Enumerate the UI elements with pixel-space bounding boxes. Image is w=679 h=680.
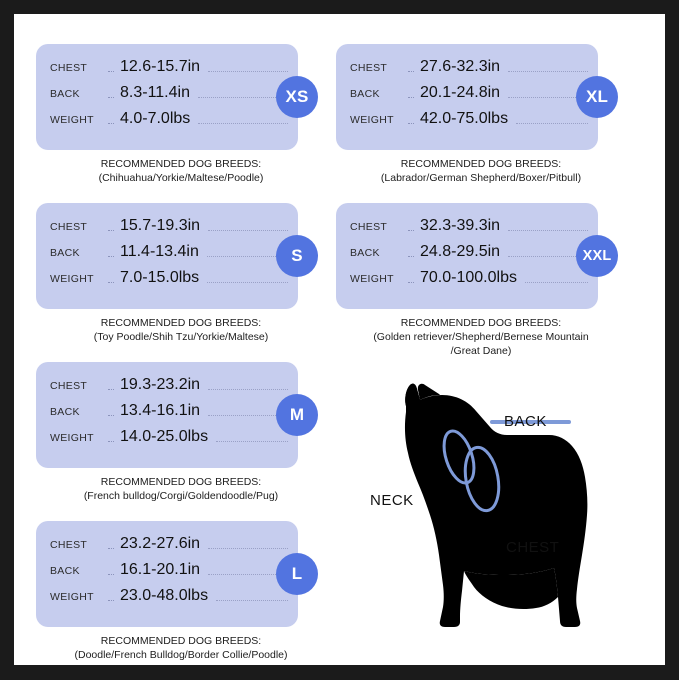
table-row: [50, 535, 288, 561]
row-label: CHEST: [50, 221, 88, 233]
dot-leader: [408, 122, 414, 124]
dot-leader-tail: [508, 70, 588, 72]
table-row: [350, 269, 588, 295]
recommended-breeds: [36, 634, 326, 662]
size-badge: S: [276, 235, 318, 277]
row-value: 4.0-7.0lbs: [120, 110, 191, 127]
dot-leader: [408, 96, 414, 98]
breeds-line-1: (Labrador/German Shepherd/Boxer/Pitbull): [380, 172, 582, 184]
size-block-l: [36, 521, 336, 662]
dot-leader-tail: [208, 229, 288, 231]
dot-leader: [408, 70, 414, 72]
dot-leader: [108, 122, 114, 124]
size-card: [336, 44, 609, 150]
dot-leader: [408, 281, 414, 283]
size-card: [36, 362, 305, 468]
measurement-rows: [50, 376, 288, 454]
breeds-line-1: (Doodle/French Bulldog/Border Collie/Poodle): [74, 649, 288, 661]
dot-leader: [108, 281, 114, 283]
dot-leader: [108, 229, 114, 231]
breeds-title: RECOMMENDED DOG BREEDS:: [400, 158, 562, 170]
dot-leader: [108, 388, 114, 390]
measurement-rows: [350, 58, 588, 136]
row-label: CHEST: [350, 221, 388, 233]
breeds-line-1: (Golden retriever/Shepherd/Bernese Mountain: [373, 331, 589, 343]
breeds-title: RECOMMENDED DOG BREEDS:: [100, 476, 262, 488]
row-value: 19.3-23.2in: [120, 376, 201, 393]
size-block-m: [36, 362, 336, 503]
dot-leader: [108, 440, 114, 442]
dot-leader-tail: [208, 70, 288, 72]
recommended-breeds: [36, 475, 326, 503]
dot-leader-tail: [216, 440, 288, 442]
column-left: [36, 44, 336, 680]
table-row: [50, 110, 288, 136]
row-value: 16.1-20.1in: [120, 561, 201, 578]
table-row: [50, 269, 288, 295]
breeds-line-1: (Toy Poodle/Shih Tzu/Yorkie/Maltese): [93, 331, 269, 343]
row-label: BACK: [350, 88, 380, 100]
row-label: CHEST: [350, 62, 388, 74]
row-label: WEIGHT: [50, 273, 94, 285]
row-value: 23.2-27.6in: [120, 535, 201, 552]
row-label: CHEST: [50, 62, 88, 74]
table-row: [50, 217, 288, 243]
table-row: [50, 561, 288, 587]
chest-label: CHEST: [506, 539, 560, 556]
size-badge: M: [276, 394, 318, 436]
row-value: 12.6-15.7in: [120, 58, 201, 75]
breeds-title: RECOMMENDED DOG BREEDS:: [100, 317, 262, 329]
row-value: 8.3-11.4in: [120, 84, 190, 101]
dot-leader: [408, 229, 414, 231]
size-chart-page: [14, 14, 665, 665]
dot-leader-tail: [207, 281, 288, 283]
recommended-breeds: [336, 157, 626, 185]
row-value: 14.0-25.0lbs: [120, 428, 209, 445]
dot-leader: [108, 599, 114, 601]
row-value: 27.6-32.3in: [420, 58, 501, 75]
dot-leader: [108, 70, 114, 72]
size-badge: XXL: [576, 235, 618, 277]
dot-leader-tail: [525, 281, 588, 283]
table-row: [50, 243, 288, 269]
recommended-breeds: [36, 316, 326, 344]
breeds-title: RECOMMENDED DOG BREEDS:: [100, 635, 262, 647]
measurement-rows: [50, 535, 288, 613]
row-value: 24.8-29.5in: [420, 243, 501, 260]
row-label: WEIGHT: [50, 591, 94, 603]
recommended-breeds: [36, 157, 326, 185]
size-block-xs: [36, 44, 336, 185]
row-value: 7.0-15.0lbs: [120, 269, 200, 286]
row-label: BACK: [350, 247, 380, 259]
row-label: WEIGHT: [50, 114, 94, 126]
table-row: [350, 243, 588, 269]
dot-leader-tail: [198, 122, 288, 124]
size-block-xxl: [336, 203, 636, 358]
row-value: 15.7-19.3in: [120, 217, 201, 234]
measurement-rows: [50, 58, 288, 136]
dot-leader-tail: [216, 599, 288, 601]
recommended-breeds: [336, 316, 626, 358]
table-row: [50, 428, 288, 454]
row-label: BACK: [50, 247, 80, 259]
row-label: CHEST: [50, 539, 88, 551]
table-row: [350, 84, 588, 110]
row-value: 11.4-13.4in: [120, 243, 199, 260]
size-badge: XS: [276, 76, 318, 118]
size-card: [36, 203, 303, 309]
dot-leader: [408, 255, 414, 257]
size-badge: L: [276, 553, 318, 595]
size-block-xl: [336, 44, 636, 185]
row-value: 13.4-16.1in: [120, 402, 201, 419]
breeds-title: RECOMMENDED DOG BREEDS:: [400, 317, 562, 329]
row-value: 23.0-48.0lbs: [120, 587, 209, 604]
row-label: CHEST: [50, 380, 88, 392]
row-value: 70.0-100.0lbs: [420, 269, 517, 286]
breeds-line-1: (French bulldog/Corgi/Goldendoodle/Pug): [83, 490, 279, 502]
dot-leader: [108, 96, 114, 98]
table-row: [50, 587, 288, 613]
row-label: BACK: [50, 565, 80, 577]
row-label: WEIGHT: [50, 432, 94, 444]
row-label: WEIGHT: [350, 114, 394, 126]
size-card: [336, 203, 612, 309]
table-row: [50, 84, 288, 110]
row-value: 42.0-75.0lbs: [420, 110, 509, 127]
neck-label: NECK: [370, 492, 414, 509]
table-row: [350, 58, 588, 84]
row-value: 32.3-39.3in: [420, 217, 501, 234]
table-row: [50, 402, 288, 428]
back-label: BACK: [504, 413, 547, 430]
table-row: [50, 58, 288, 84]
dot-leader-tail: [516, 122, 588, 124]
row-label: BACK: [50, 406, 80, 418]
dot-leader: [108, 255, 114, 257]
size-card: [36, 44, 309, 150]
size-columns: [14, 14, 665, 665]
dot-leader: [108, 547, 114, 549]
breeds-line-2: /Great Dane): [450, 345, 512, 357]
measurement-rows: [350, 217, 588, 295]
size-block-s: [36, 203, 336, 344]
table-row: [350, 110, 588, 136]
breeds-title: RECOMMENDED DOG BREEDS:: [100, 158, 262, 170]
dot-leader-tail: [208, 547, 288, 549]
row-label: BACK: [50, 88, 80, 100]
breeds-line-1: (Chihuahua/Yorkie/Maltese/Poodle): [98, 172, 264, 184]
size-card: [36, 521, 303, 627]
row-value: 20.1-24.8in: [420, 84, 501, 101]
column-right: [336, 44, 636, 376]
dot-leader: [108, 573, 114, 575]
row-label: WEIGHT: [350, 273, 394, 285]
measurement-rows: [50, 217, 288, 295]
size-badge: XL: [576, 76, 618, 118]
table-row: [350, 217, 588, 243]
dot-leader: [108, 414, 114, 416]
dog-measurement-diagram: [344, 359, 644, 649]
dot-leader-tail: [508, 229, 588, 231]
dot-leader-tail: [208, 388, 288, 390]
dot-leader-tail: [198, 96, 288, 98]
table-row: [50, 376, 288, 402]
